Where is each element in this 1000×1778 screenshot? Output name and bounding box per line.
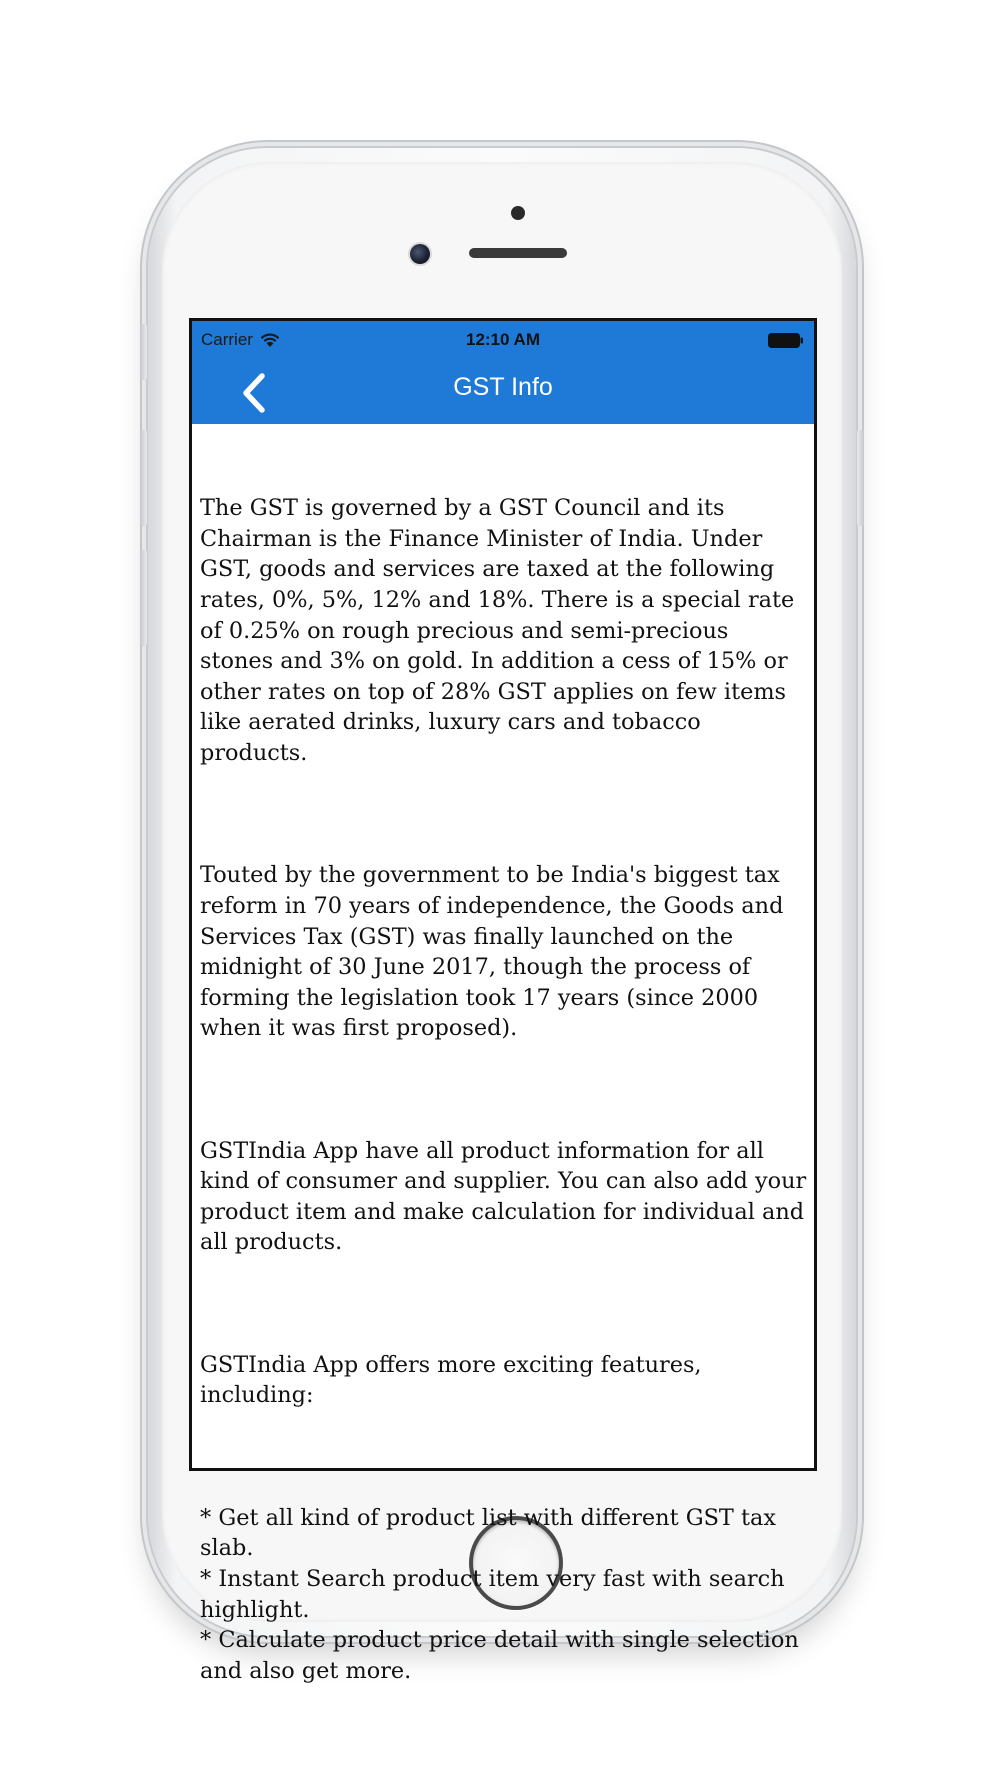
proximity-sensor [511, 206, 525, 220]
carrier-label: Carrier [201, 330, 253, 349]
volume-down-button [140, 550, 147, 646]
status-bar [192, 321, 814, 361]
app-screen [189, 318, 817, 1684]
paragraph-feature-list: * Get all kind of product list with different GST tax slab. * Instant Search product item very fast with search highlight. * Calculate product price detail with single selection and also get more. [200, 1504, 799, 1684]
page-title: GST Info [453, 373, 553, 401]
paragraph-app-info: GSTIndia App have all product information for all kind of consumer and supplier. You can also add your product item and make calculation for individual and all products. [200, 1137, 814, 1256]
battery-icon [768, 333, 804, 348]
navigation-bar [192, 361, 814, 424]
paragraph-gst-council: The GST is governed by a GST Council and its Chairman is the Finance Minister of India. Under GST, goods and services are taxed at the following rates, 0%, 5%, 12% and 18%. There is a special rate of 0.25% on rough precious and semi-precious stones and 3% on gold. In addition a cess of 15% or other rates on top of 28% GST applies on few items like aerated drinks, luxury cars and tobacco products. [200, 495, 802, 766]
power-button [857, 430, 864, 526]
mute-switch [140, 324, 147, 380]
paragraph-features-intro: GSTIndia App offers more exciting features, including: [200, 1351, 709, 1409]
status-time: 12:10 AM [465, 330, 540, 349]
earpiece-speaker [469, 248, 567, 258]
front-camera-icon [410, 244, 430, 264]
paragraph-tax-reform: Touted by the government to be India's biggest tax reform in 70 years of independence, the Goods and Services Tax (GST) was finally launched on the midnight of 30 June 2017, though the process of forming the legislation took 17 years (since 2000 when it was first proposed). [200, 862, 791, 1042]
gst-info-text [200, 424, 814, 1684]
top-bar [192, 321, 814, 424]
volume-up-button [140, 430, 147, 526]
